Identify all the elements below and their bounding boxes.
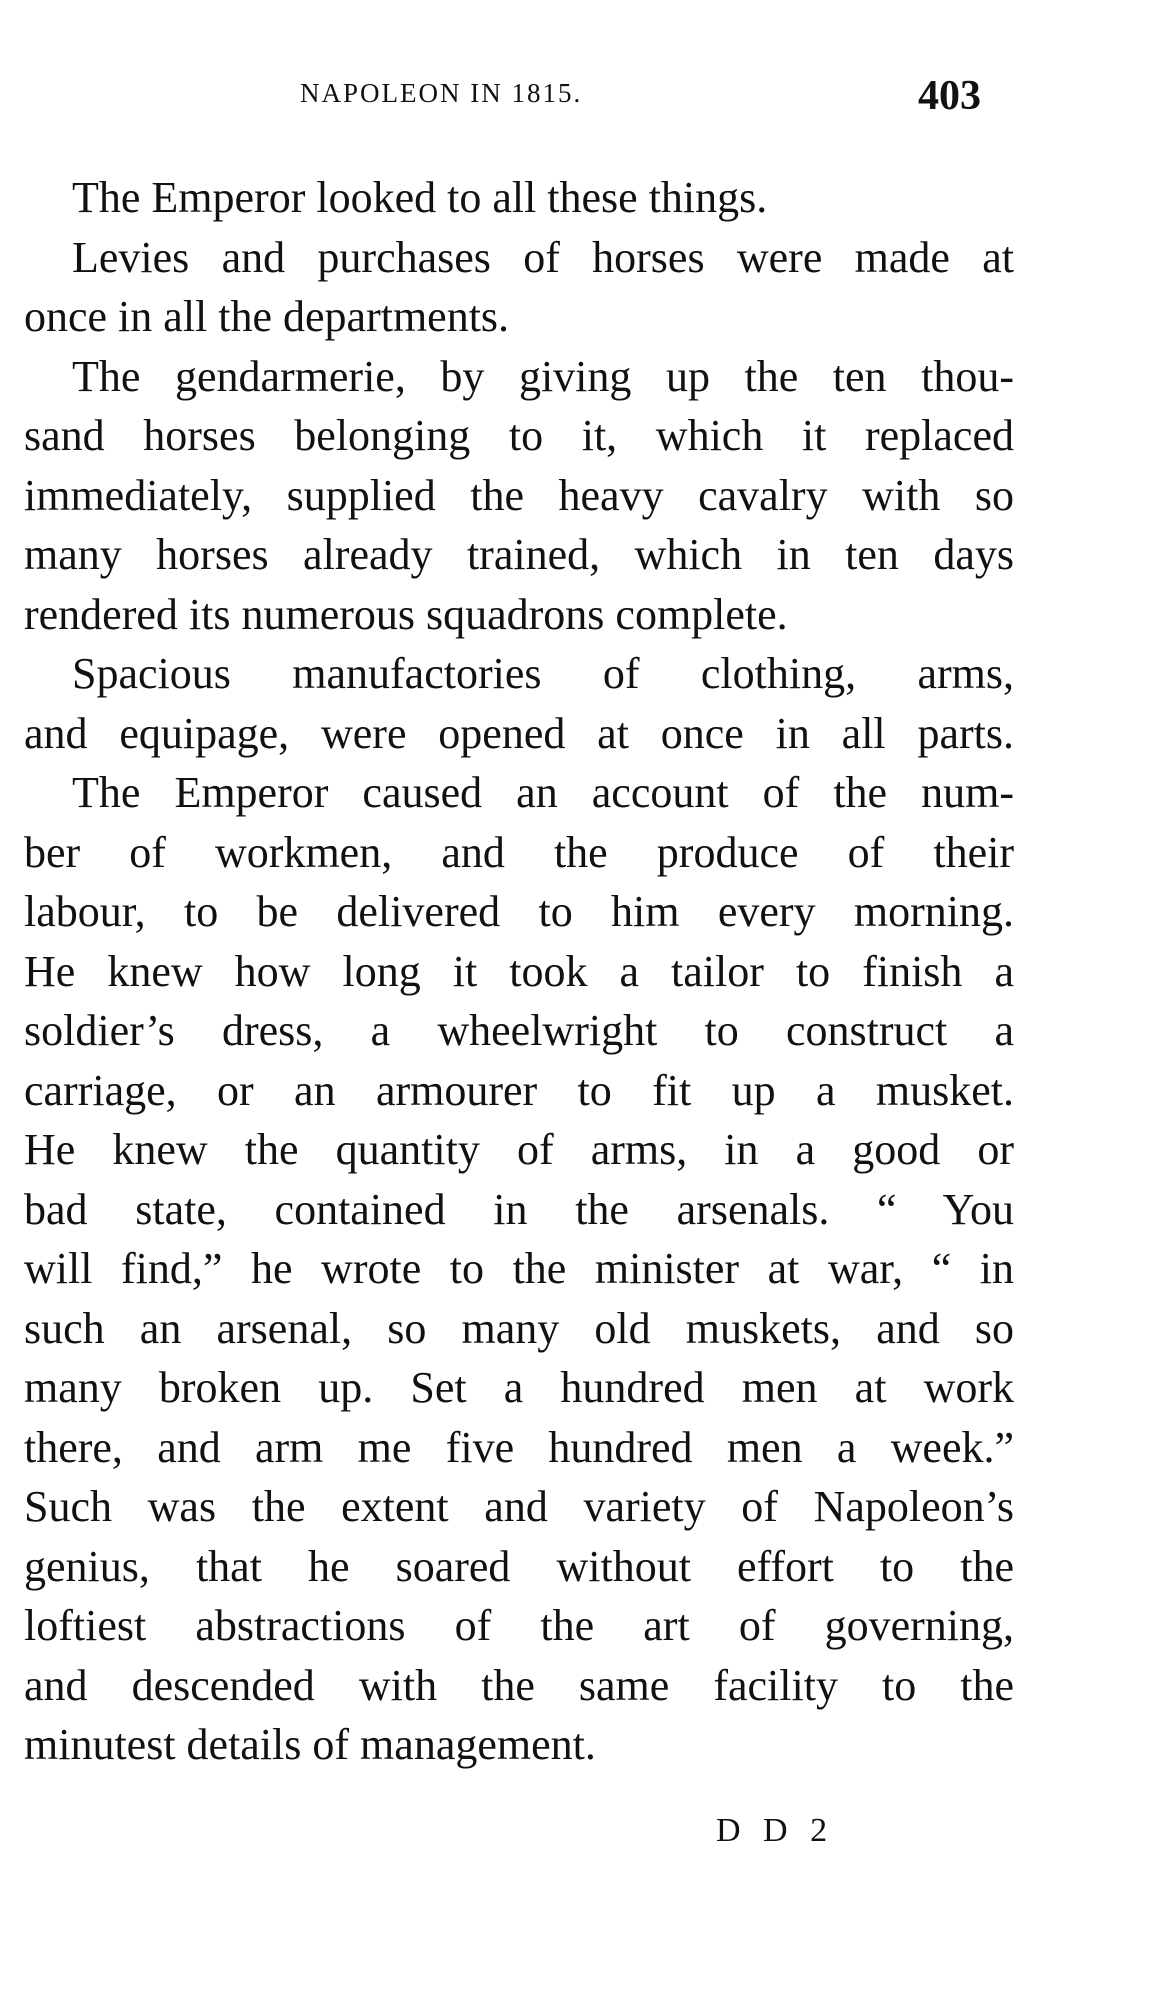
text-line-23: Such was the extent and variety of Napoleon’s xyxy=(24,1482,1014,1531)
text-line-15: soldier’s dress, a wheelwright to construct a xyxy=(24,1006,1014,1055)
text-line-27: minutest details of management. xyxy=(24,1720,596,1769)
text-line-26: and descended with the same facility to the xyxy=(24,1660,1014,1710)
text-line-13: labour, to be delivered to him every morning. xyxy=(24,887,1014,936)
text-line-19: will find,” he wrote to the minister at war, “ in xyxy=(24,1244,1014,1293)
text-line-14: He knew how long it took a tailor to finish a xyxy=(24,946,1014,996)
body-text xyxy=(24,168,1014,1775)
text-line-12: ber of workmen, and the produce of their xyxy=(24,827,1014,877)
page-number: 403 xyxy=(918,73,981,119)
signature-mark: D D 2 xyxy=(716,1812,835,1849)
running-title: NAPOLEON IN 1815. xyxy=(300,78,583,108)
text-line-24: genius, that he soared without effort to the xyxy=(24,1541,1014,1591)
text-line-3: once in all the departments. xyxy=(24,292,510,341)
text-line-10: and equipage, were opened at once in all parts. xyxy=(24,708,1014,758)
text-line-22: there, and arm me five hundred men a week.” xyxy=(24,1422,1014,1472)
text-line-1: The Emperor looked to all these things. xyxy=(72,173,768,222)
text-line-9: Spacious manufactories of clothing, arms, xyxy=(72,649,1014,698)
text-line-25: loftiest abstractions of the art of governing, xyxy=(24,1601,1014,1650)
text-line-17: He knew the quantity of arms, in a good or xyxy=(24,1125,1014,1174)
text-line-2: Levies and purchases of horses were made at xyxy=(72,232,1014,282)
text-line-11: The Emperor caused an account of the num- xyxy=(72,768,1014,817)
text-line-20: such an arsenal, so many old muskets, and so xyxy=(24,1303,1014,1353)
text-line-4: The gendarmerie, by giving up the ten thou- xyxy=(72,351,1014,401)
text-line-8: rendered its numerous squadrons complete. xyxy=(24,589,788,639)
text-line-6: immediately, supplied the heavy cavalry with so xyxy=(24,470,1014,520)
text-line-18: bad state, contained in the arsenals. “ You xyxy=(24,1184,1014,1234)
text-line-16: carriage, or an armourer to fit up a musket. xyxy=(24,1065,1014,1115)
text-line-21: many broken up. Set a hundred men at work xyxy=(24,1363,1014,1412)
text-line-7: many horses already trained, which in ten days xyxy=(24,530,1014,579)
text-line-5: sand horses belonging to it, which it replaced xyxy=(24,411,1014,460)
